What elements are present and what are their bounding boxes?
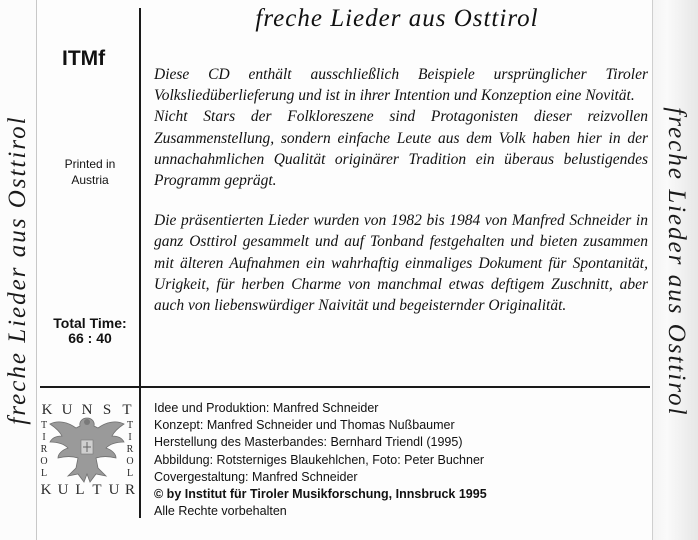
logo-top-letter: S	[102, 402, 112, 418]
credit-line: Abbildung: Rotsterniges Blaukehlchen, Foto: Peter Buchner	[154, 452, 485, 467]
credit-line: Covergestaltung: Manfred Schneider	[154, 469, 358, 484]
copyright-line: © by Institut für Tiroler Musikforschung, Innsbruck 1995	[154, 487, 487, 502]
logo-bottom-letter: T	[92, 482, 102, 498]
printed-in-line: Printed in	[64, 157, 116, 171]
total-time	[45, 316, 135, 346]
liner-paragraph-3: Die präsentierten Lieder wurden von 1982 bis 1984 von Manfred Schneider in ganz Osttirol gesammelt und auf Tonband festgehalten und bieten zusammen mit älteren Aufnahmen ein wahrhaftig einmaliges Dokument für Spontanität, Urigkeit, für herben Charme von manchmal etwas deftigem Zuschnitt, aber auch von liebenswürdiger Naivität und begeisternder Originalität.	[154, 212, 648, 315]
label-code: ITMf	[62, 47, 106, 70]
logo-letters	[38, 396, 136, 500]
left-spine-title: freche Lieder aus Osttirol	[4, 115, 31, 425]
logo-top-letter: K	[41, 402, 53, 418]
album-title: freche Lieder aus Osttirol	[255, 5, 539, 32]
logo-left-letter: I	[42, 432, 46, 443]
credits-block	[154, 400, 644, 520]
logo-left-letter: L	[40, 468, 48, 479]
liner-paragraph-2: Nicht Stars der Folkloreszene sind Protagonisten dieser reizvollen Zusammenstellung, sondern einfache Leute aus dem Volk haben hier in der unnachahmlichen Qualität originärer Tradition ein überaus belustigendes Programm geprägt.	[154, 108, 648, 190]
kunst-tirol-kultur-logo	[38, 396, 136, 500]
liner-notes	[154, 64, 648, 316]
logo-right-letter: I	[128, 432, 132, 443]
rights-line: Alle Rechte vorbehalten	[154, 504, 287, 519]
logo-top-letter: U	[61, 402, 73, 418]
printed-in-note	[50, 156, 130, 188]
logo-top-letter: N	[81, 402, 93, 418]
logo-left-letter: R	[40, 444, 48, 455]
logo-right-letter: T	[126, 420, 134, 431]
logo-bottom-letter: R	[124, 482, 136, 498]
logo-bottom-letter: U	[108, 482, 120, 498]
logo-bottom-letter: K	[40, 482, 52, 498]
logo-right-letter: R	[126, 444, 134, 455]
credit-line: Idee und Produktion: Manfred Schneider	[154, 401, 379, 415]
total-time-label: Total Time:	[53, 315, 127, 331]
credit-line: Konzept: Manfred Schneider und Thomas Nußbaumer	[154, 418, 455, 433]
right-spine-title: freche Lieder aus Osttirol	[663, 107, 690, 417]
logo-bottom-letter: U	[57, 482, 69, 498]
logo-left-letter: O	[40, 456, 48, 467]
printed-country-line: Austria	[71, 173, 109, 187]
logo-left-letter: T	[40, 420, 48, 431]
logo-right-letter: L	[126, 468, 134, 479]
logo-bottom-letter: L	[75, 482, 85, 498]
total-time-value: 66 : 40	[68, 330, 112, 346]
logo-right-letter: O	[126, 456, 134, 467]
liner-paragraph-1: Diese CD enthält ausschließlich Beispiele ursprünglicher Tiroler Volksliedüberlieferung und ist in ihrer Intention und Konzeption eine Novität.	[154, 66, 648, 105]
logo-top-letter: T	[122, 402, 132, 418]
vertical-divider	[139, 8, 141, 518]
credit-line: Herstellung des Masterbandes: Bernhard Triendl (1995)	[154, 435, 463, 450]
horizontal-divider	[40, 386, 650, 388]
